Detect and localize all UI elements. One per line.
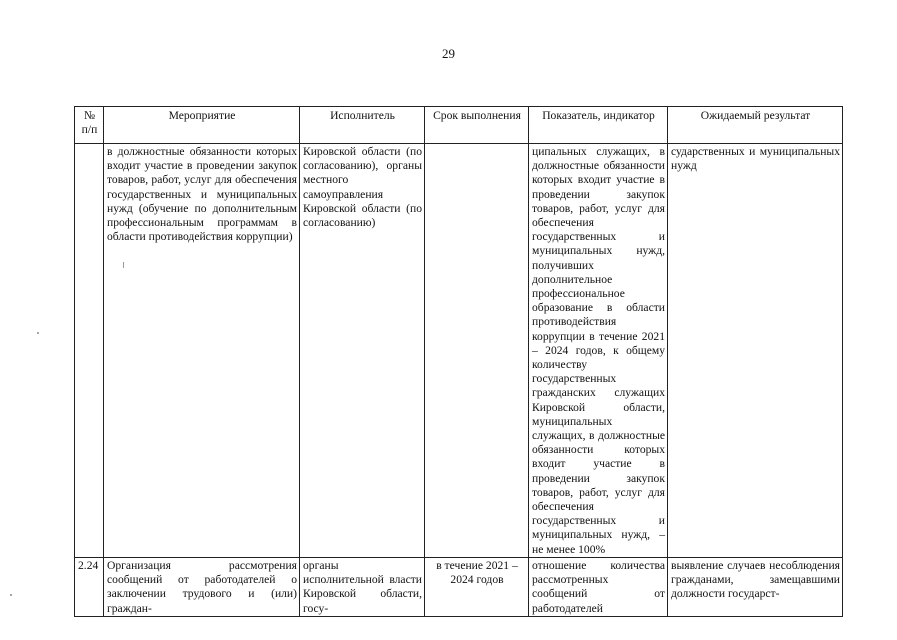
measures-table xyxy=(74,106,843,617)
header-deadline: Срок выполнения xyxy=(425,107,529,144)
header-result: Ожидаемый результат xyxy=(668,107,843,144)
cell-executor: Кировской области (по согласованию), органы местного самоуправления Кировской области (по согласованию) xyxy=(300,144,425,558)
header-activity: Мероприятие xyxy=(104,107,300,144)
cell-executor: органы исполнительной власти Кировской области, госу- xyxy=(300,557,425,616)
table-row xyxy=(75,557,843,616)
header-executor: Исполнитель xyxy=(300,107,425,144)
cell-activity: Организация рассмотрения сообщений от работодателей о заключении трудового и (или) граждан- xyxy=(104,557,300,616)
cell-result: сударственных и муниципальных нужд xyxy=(668,144,843,558)
cell-result: выявление случаев несоблюдения гражданами, замещавшими должности государст- xyxy=(668,557,843,616)
cell-activity: в должностные обязанности которых входит участие в проведении закупок товаров, работ, услуг для обеспечения государственных и муниципальных нужд (обучение по дополнительным профессиональным программам в области противодействия коррупции) xyxy=(104,144,300,558)
header-indicator: Показатель, индикатор xyxy=(529,107,668,144)
cell-indicator: отношение количества рассмотренных сообщений от работодателей xyxy=(529,557,668,616)
scan-speck xyxy=(123,262,124,268)
table-row xyxy=(75,144,843,558)
cell-deadline xyxy=(425,144,529,558)
cell-deadline: в течение 2021 – 2024 годов xyxy=(425,557,529,616)
page-number: 29 xyxy=(442,46,455,61)
table-header-row xyxy=(75,107,843,144)
scan-speck xyxy=(10,594,12,596)
cell-number: 2.24 xyxy=(75,557,104,616)
header-number: № п/п xyxy=(75,107,104,144)
cell-indicator: ципальных служащих, в должностные обязанности которых входит участие в проведении закупок товаров, работ, услуг для обеспечения государственных и муниципальных нужд, получивших дополнительное профессиональное образование в области противодействия коррупции в течение 2021 – 2024 годов, к общему количеству государственных гражданских служащих Кировской области, муниципальных служащих, в должностные обязанности которых входит участие в проведении закупок товаров, работ, услуг для обеспечения государственных и муниципальных нужд, – не менее 100% xyxy=(529,144,668,558)
cell-number xyxy=(75,144,104,558)
scan-speck xyxy=(37,332,39,334)
